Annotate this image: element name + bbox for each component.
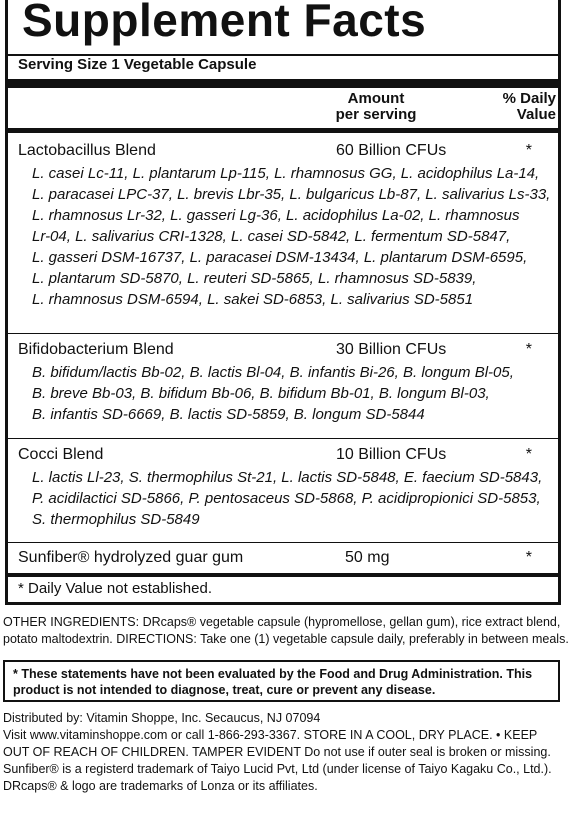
strain-list <box>32 163 552 310</box>
supplement-facts-panel <box>5 0 561 605</box>
distribution-line: Visit www.vitaminshoppe.com or call 1-866-293-3367. STORE IN A COOL, DRY PLACE. • KEEP <box>3 728 538 742</box>
row-dv: * <box>525 446 532 463</box>
row-name: Sunfiber® hydrolyzed guar gum <box>18 549 244 566</box>
row-name: Lactobacillus Blend <box>18 142 156 159</box>
dv-header-line-2: Value <box>516 106 556 123</box>
strain-line: L. casei Lc-11, L. plantarum Lp-115, L. rhamnosus GG, L. acidophilus La-14, <box>32 165 540 182</box>
strain-list <box>32 362 552 425</box>
strain-line: B. infantis SD-6669, B. lactis SD-5859, B. longum SD-5844 <box>32 406 425 423</box>
amount-header-line-2: per serving <box>335 106 417 123</box>
strain-line: P. acidilactici SD-5866, P. pentosaceus SD-5868, P. acidipropionici SD-5853, <box>32 490 541 507</box>
serving-size: Serving Size 1 Vegetable Capsule <box>18 56 257 73</box>
disclaimer-line: product is not intended to diagnose, treat, cure or prevent any disease. <box>13 683 436 697</box>
strain-line: L. paracasei LPC-37, L. brevis Lbr-35, L. bulgaricus Lb-87, L. salivarius Ls-33, <box>32 186 551 203</box>
row-name: Bifidobacterium Blend <box>18 341 174 358</box>
row-name: Cocci Blend <box>18 446 104 463</box>
row-amount: 10 Billion CFUs <box>336 446 447 463</box>
strain-line: L. lactis Ll-23, S. thermophilus St-21, L. lactis SD-5848, E. faecium SD-5843, <box>32 469 543 486</box>
row-divider <box>8 333 558 334</box>
distribution-line: Distributed by: Vitamin Shoppe, Inc. Secaucus, NJ 07094 <box>3 711 321 725</box>
dv-header-line-1: % Daily <box>502 90 556 107</box>
header-divider <box>8 128 558 133</box>
row-amount: 50 mg <box>345 549 390 566</box>
panel-title: Supplement Facts <box>22 0 427 46</box>
fda-disclaimer <box>3 660 560 702</box>
strain-line: B. breve Bb-03, B. bifidum Bb-06, B. bifidum Bb-01, B. longum Bl-03, <box>32 385 490 402</box>
strain-line: L. gasseri DSM-16737, L. paracasei DSM-13434, L. plantarum DSM-6595, <box>32 249 528 266</box>
row-divider <box>8 542 558 543</box>
daily-value-footnote: * Daily Value not established. <box>18 580 213 597</box>
distribution-line: Sunfiber® is a registerd trademark of Taiyo Lucid Pvt, Ltd (under license of Taiyo Kagaku Co., Ltd.). <box>3 762 552 776</box>
row-divider <box>8 438 558 439</box>
strain-line: S. thermophilus SD-5849 <box>32 511 200 528</box>
distribution-line: OUT OF REACH OF CHILDREN. TAMPER EVIDENT Do not use if outer seal is broken or missing. <box>3 745 551 759</box>
strain-line: L. plantarum SD-5870, L. reuteri SD-5865, L. rhamnosus SD-5839, <box>32 270 477 287</box>
amount-header-line-1: Amount <box>347 90 405 107</box>
row-amount: 30 Billion CFUs <box>336 341 447 358</box>
strain-list <box>32 467 552 530</box>
row-dv: * <box>525 341 532 358</box>
thick-divider <box>8 79 558 88</box>
strain-line: L. rhamnosus DSM-6594, L. sakei SD-6853, L. salivarius SD-5851 <box>32 291 474 308</box>
bottom-divider <box>8 573 558 577</box>
strain-line: L. rhamnosus Lr-32, L. gasseri Lg-36, L. acidophilus La-02, L. rhamnosus <box>32 207 520 224</box>
row-amount: 60 Billion CFUs <box>336 142 447 159</box>
dv-header <box>486 91 556 123</box>
distribution-info <box>3 710 569 795</box>
ingredients-line: potato maltodextrin. DIRECTIONS: Take one (1) vegetable capsule daily, preferably in between meals. <box>3 632 569 646</box>
distribution-line: DRcaps® & logo are trademarks of Lonza or its affiliates. <box>3 779 318 793</box>
ingredients-directions <box>3 614 569 648</box>
strain-line: B. bifidum/lactis Bb-02, B. lactis Bl-04, B. infantis Bi-26, B. longum Bl-05, <box>32 364 514 381</box>
row-dv: * <box>525 142 532 159</box>
ingredients-line: OTHER INGREDIENTS: DRcaps® vegetable capsule (hypromellose, gellan gum), rice extract blend, <box>3 615 561 629</box>
disclaimer-line: * These statements have not been evaluated by the Food and Drug Administration. This <box>13 667 533 681</box>
row-dv: * <box>525 549 532 566</box>
amount-header <box>326 91 426 123</box>
strain-line: Lr-04, L. salivarius CRI-1328, L. casei SD-5842, L. fermentum SD-5847, <box>32 228 511 245</box>
